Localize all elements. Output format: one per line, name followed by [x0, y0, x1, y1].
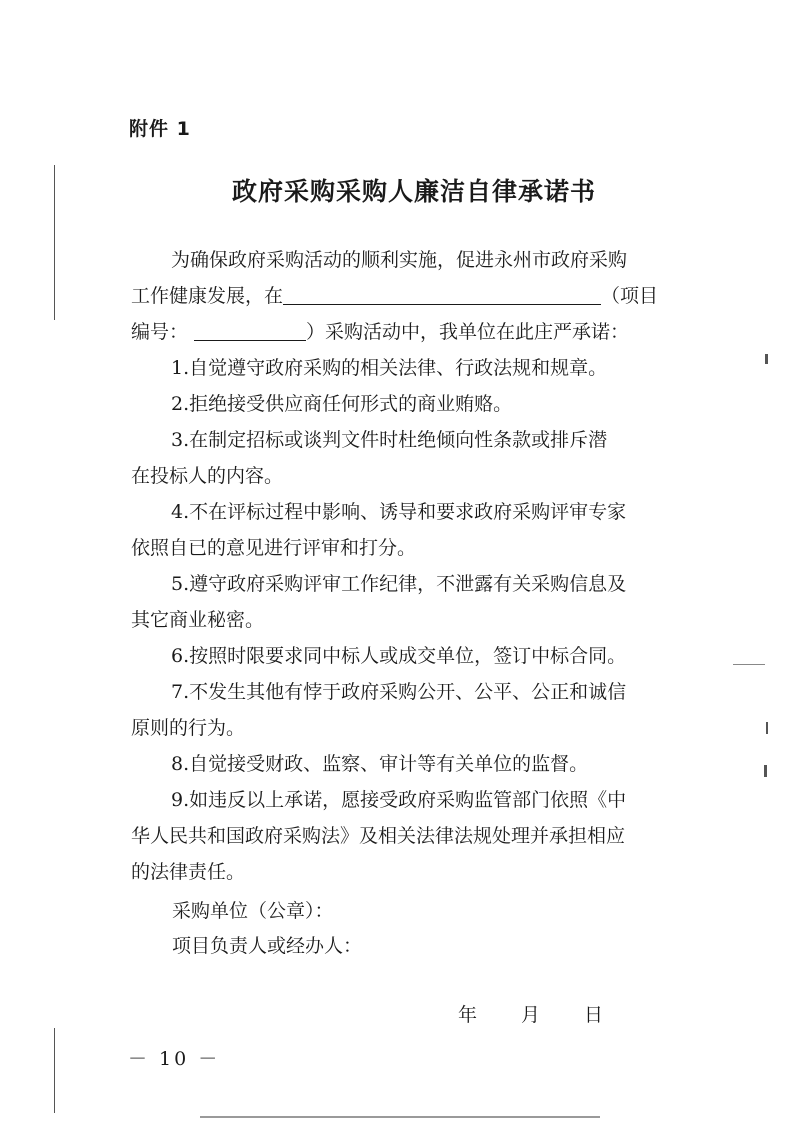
commitment-item-line: 3.在制定招标或谈判文件时杜绝倾向性条款或排斥潜: [171, 429, 608, 451]
intro-text: 编号：: [131, 321, 189, 343]
date-day: 日: [584, 1004, 604, 1026]
commitment-item-line: 华人民共和国政府采购法》及相关法律法规处理并承担相应: [131, 825, 626, 847]
commitment-item-line: 6.按照时限要求同中标人或成交单位，签订中标合同。: [171, 645, 627, 667]
commitment-item-line: 4.不在评标过程中影响、诱导和要求政府采购评审专家: [171, 501, 627, 523]
commitment-item-line: 在投标人的内容。: [131, 465, 284, 487]
scan-speck: [766, 722, 768, 734]
responsible-person-label: 项目负责人或经办人：: [172, 935, 363, 957]
page-number: － 10 －: [128, 1048, 221, 1070]
commitment-item-line: 原则的行为。: [131, 717, 246, 739]
purchasing-unit-seal-label: 采购单位（公章）：: [172, 900, 334, 922]
scan-speck: [765, 354, 768, 364]
commitment-item-line: 1.自觉遵守政府采购的相关法律、行政法规和规章。: [171, 357, 608, 379]
commitment-item-line: 其它商业秘密。: [131, 609, 265, 631]
project-name-blank: [283, 282, 601, 305]
scan-edge-mark: [200, 1116, 600, 1118]
date-month: 月: [521, 1004, 541, 1026]
intro-line: [131, 314, 691, 350]
attachment-label: 附件 1: [129, 118, 191, 140]
commitment-item-line: 的法律责任。: [131, 861, 246, 883]
intro-text: 工作健康发展，在: [131, 285, 284, 307]
intro-text: （项目: [601, 285, 659, 307]
scan-speck: [764, 765, 767, 777]
document-body: [131, 242, 691, 890]
commitment-item-line: 5.遵守政府采购评审工作纪律，不泄露有关采购信息及: [171, 573, 627, 595]
project-number-blank: [194, 318, 306, 341]
intro-line: [131, 278, 691, 314]
commitment-item-line: 2.拒绝接受供应商任何形式的商业贿赂。: [171, 393, 513, 415]
scan-edge-mark: [54, 1028, 55, 1113]
commitment-list: [131, 350, 691, 890]
intro-line: 为确保政府采购活动的顺利实施，促进永州市政府采购: [171, 249, 628, 271]
document-title: 政府采购采购人廉洁自律承诺书: [232, 177, 597, 206]
commitment-item-line: 9.如违反以上承诺，愿接受政府采购监管部门依照《中: [171, 789, 627, 811]
commitment-item-line: 8.自觉接受财政、监察、审计等有关单位的监督。: [171, 753, 589, 775]
date-year: 年: [458, 1004, 478, 1026]
commitment-item-line: 7.不发生其他有悖于政府采购公开、公平、公正和诚信: [171, 681, 627, 703]
scan-edge-mark: [54, 165, 55, 320]
intro-text: ）采购活动中，我单位在此庄严承诺：: [306, 321, 630, 343]
scan-edge-mark: [733, 664, 765, 665]
commitment-item-line: 依照自已的意见进行评审和打分。: [131, 537, 417, 559]
